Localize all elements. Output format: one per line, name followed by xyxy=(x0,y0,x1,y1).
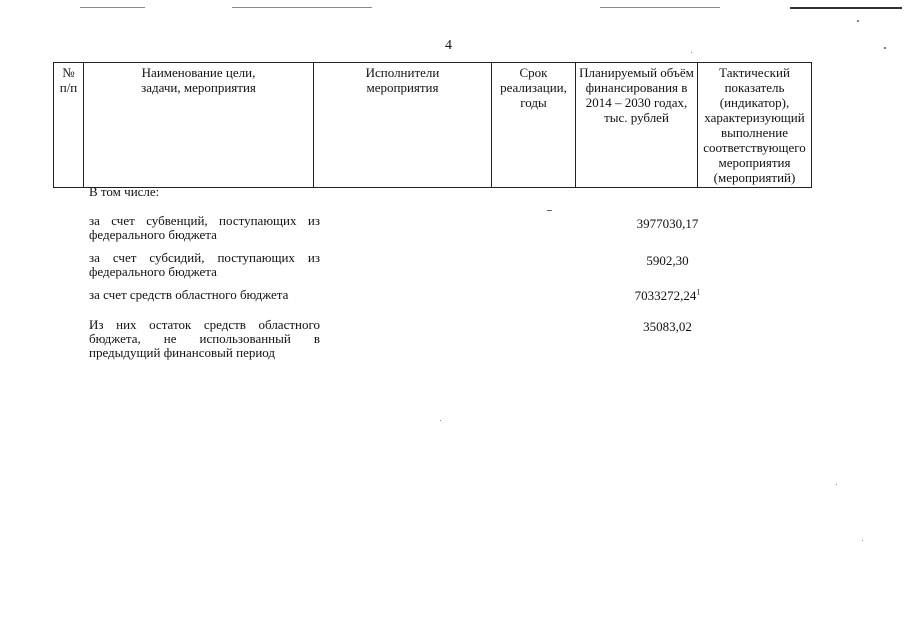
top-rule-mid xyxy=(232,7,372,8)
table-header-row xyxy=(54,63,812,188)
top-rule-far-right xyxy=(790,7,902,9)
header-indicator: Тактический показатель (индикатор), характеризующий выполнение соответствующего мероприятия (мероприятий) xyxy=(698,63,812,188)
value-text: 35083,02 xyxy=(643,319,692,334)
row-label-regional-budget: за счет средств областного бюджета xyxy=(89,287,289,302)
top-rule-left xyxy=(80,7,145,8)
scan-speck xyxy=(691,52,692,53)
row-label-subsidies: за счет субсидий, поступающих из федерального бюджета xyxy=(89,250,320,279)
row-value-subsidies xyxy=(610,253,725,269)
row-label-subventions: за счет субвенций, поступающих из федерального бюджета xyxy=(89,213,320,242)
scan-speck xyxy=(884,47,886,49)
top-rule-right xyxy=(600,7,720,8)
scan-speck xyxy=(547,210,552,211)
scan-speck xyxy=(862,540,863,541)
header-funding: Планируемый объём финансирования в 2014 – 2030 годах, тыс. рублей xyxy=(576,63,698,188)
header-name: Наименование цели, задачи, мероприятия xyxy=(84,63,314,188)
row-value-regional-budget xyxy=(610,288,725,304)
header-term: Срок реализации, годы xyxy=(492,63,576,188)
header-num: № п/п xyxy=(54,63,84,188)
program-table-header xyxy=(53,62,812,188)
page-number: 4 xyxy=(445,38,452,53)
row-value-remaining-balance xyxy=(610,319,725,335)
value-text: 5902,30 xyxy=(646,253,689,268)
value-text: 3977030,17 xyxy=(636,216,699,231)
scan-speck xyxy=(440,420,441,421)
scan-speck xyxy=(836,484,837,485)
scan-speck xyxy=(857,20,859,22)
header-executors: Исполнители мероприятия xyxy=(314,63,492,188)
row-value-subventions xyxy=(610,216,725,232)
row-label-including: В том числе: xyxy=(89,184,160,199)
footnote-mark: 1 xyxy=(696,287,701,297)
value-text: 7033272,24 xyxy=(634,288,697,303)
row-label-remaining-balance: Из них остаток средств областного бюджета, не использованный в предыдущий финансовый период xyxy=(89,317,320,360)
